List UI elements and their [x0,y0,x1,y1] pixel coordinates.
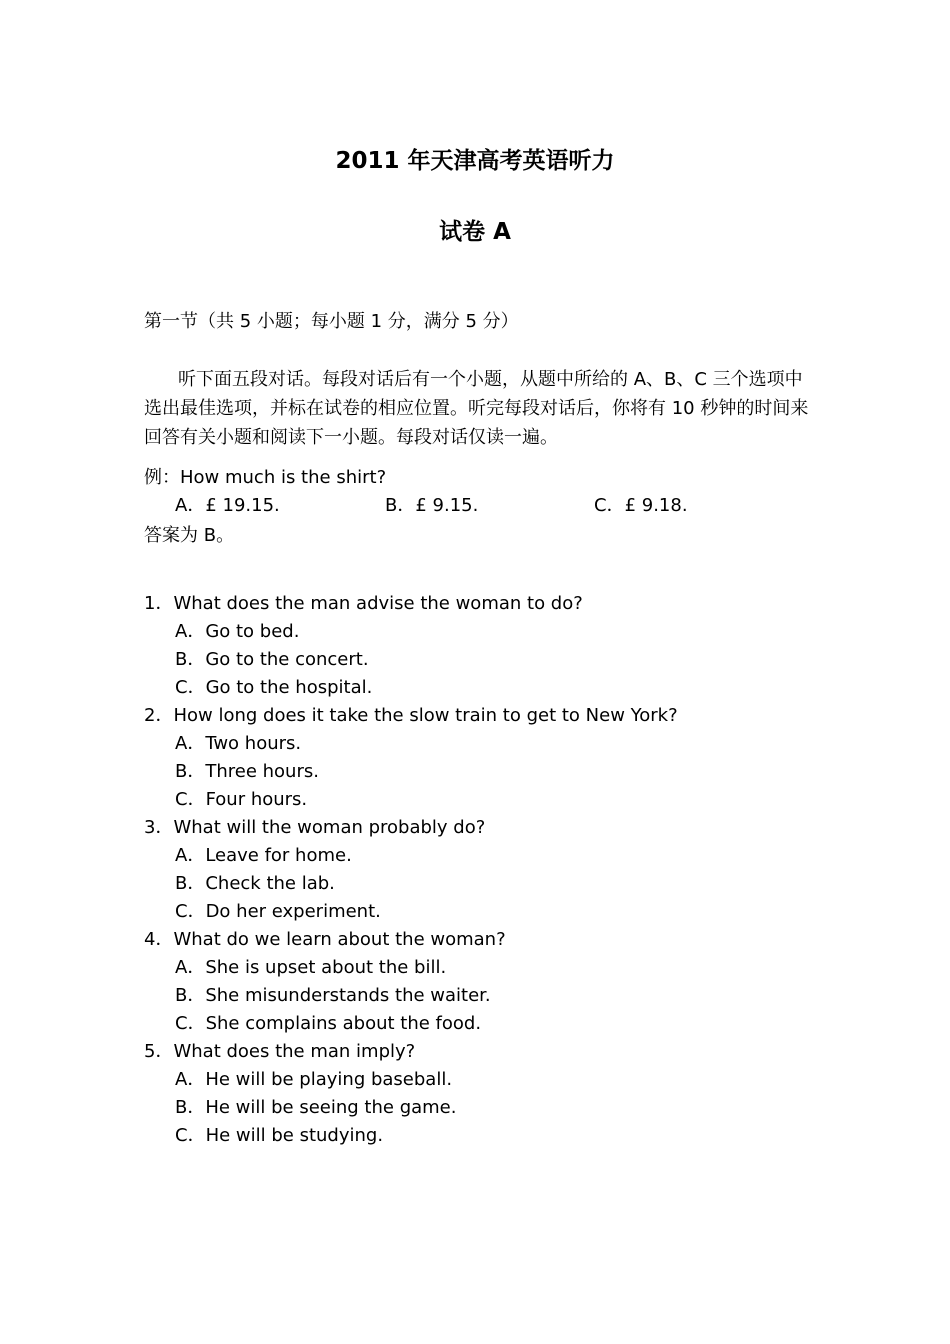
question-3-option-c: C．Do her experiment. [175,901,381,922]
paper-subtitle: 试卷 A [439,219,511,245]
question-2-option-b: B．Three hours. [175,761,319,782]
example-question: 例：How much is the shirt? [144,467,387,488]
example-option-a: A．£ 19.15. [175,495,280,516]
question-4: 4．What do we learn about the woman? [144,929,506,950]
question-4-option-b: B．She misunderstands the waiter. [175,985,491,1006]
instructions-paragraph: 听下面五段对话。每段对话后有一个小题，从题中所给的 A、B、C 三个选项中选出最佳选项，并标在试卷的相应位置。听完每段对话后，你将有 10 秒钟的时间来回答有关小题和阅读下一小题。每段对话仅读一遍。 [144,369,809,448]
question-5-option-c: C．He will be studying. [175,1125,384,1146]
question-5-option-a: A．He will be playing baseball. [175,1069,453,1090]
question-1: 1．What does the man advise the woman to do? [144,593,583,614]
question-3-option-a: A．Leave for home. [175,845,352,866]
document-title: 2011 年天津高考英语听力 [335,148,615,174]
question-1-option-b: B．Go to the concert. [175,649,369,670]
example-answer: 答案为 B。 [144,525,235,546]
question-5-option-b: B．He will be seeing the game. [175,1097,457,1118]
question-2: 2．How long does it take the slow train to get to New York? [144,705,678,726]
question-2-option-c: C．Four hours. [175,789,308,810]
question-3: 3．What will the woman probably do? [144,817,486,838]
example-option-c: C．£ 9.18. [594,495,688,516]
question-4-option-a: A．She is upset about the bill. [175,957,447,978]
question-1-option-c: C．Go to the hospital. [175,677,373,698]
question-3-option-b: B．Check the lab. [175,873,335,894]
section-heading: 第一节（共 5 小题；每小题 1 分，满分 5 分） [144,311,519,332]
example-option-b: B．£ 9.15. [385,495,479,516]
question-2-option-a: A．Two hours. [175,733,302,754]
question-4-option-c: C．She complains about the food. [175,1013,482,1034]
question-5: 5．What does the man imply? [144,1041,416,1062]
question-1-option-a: A．Go to bed. [175,621,300,642]
